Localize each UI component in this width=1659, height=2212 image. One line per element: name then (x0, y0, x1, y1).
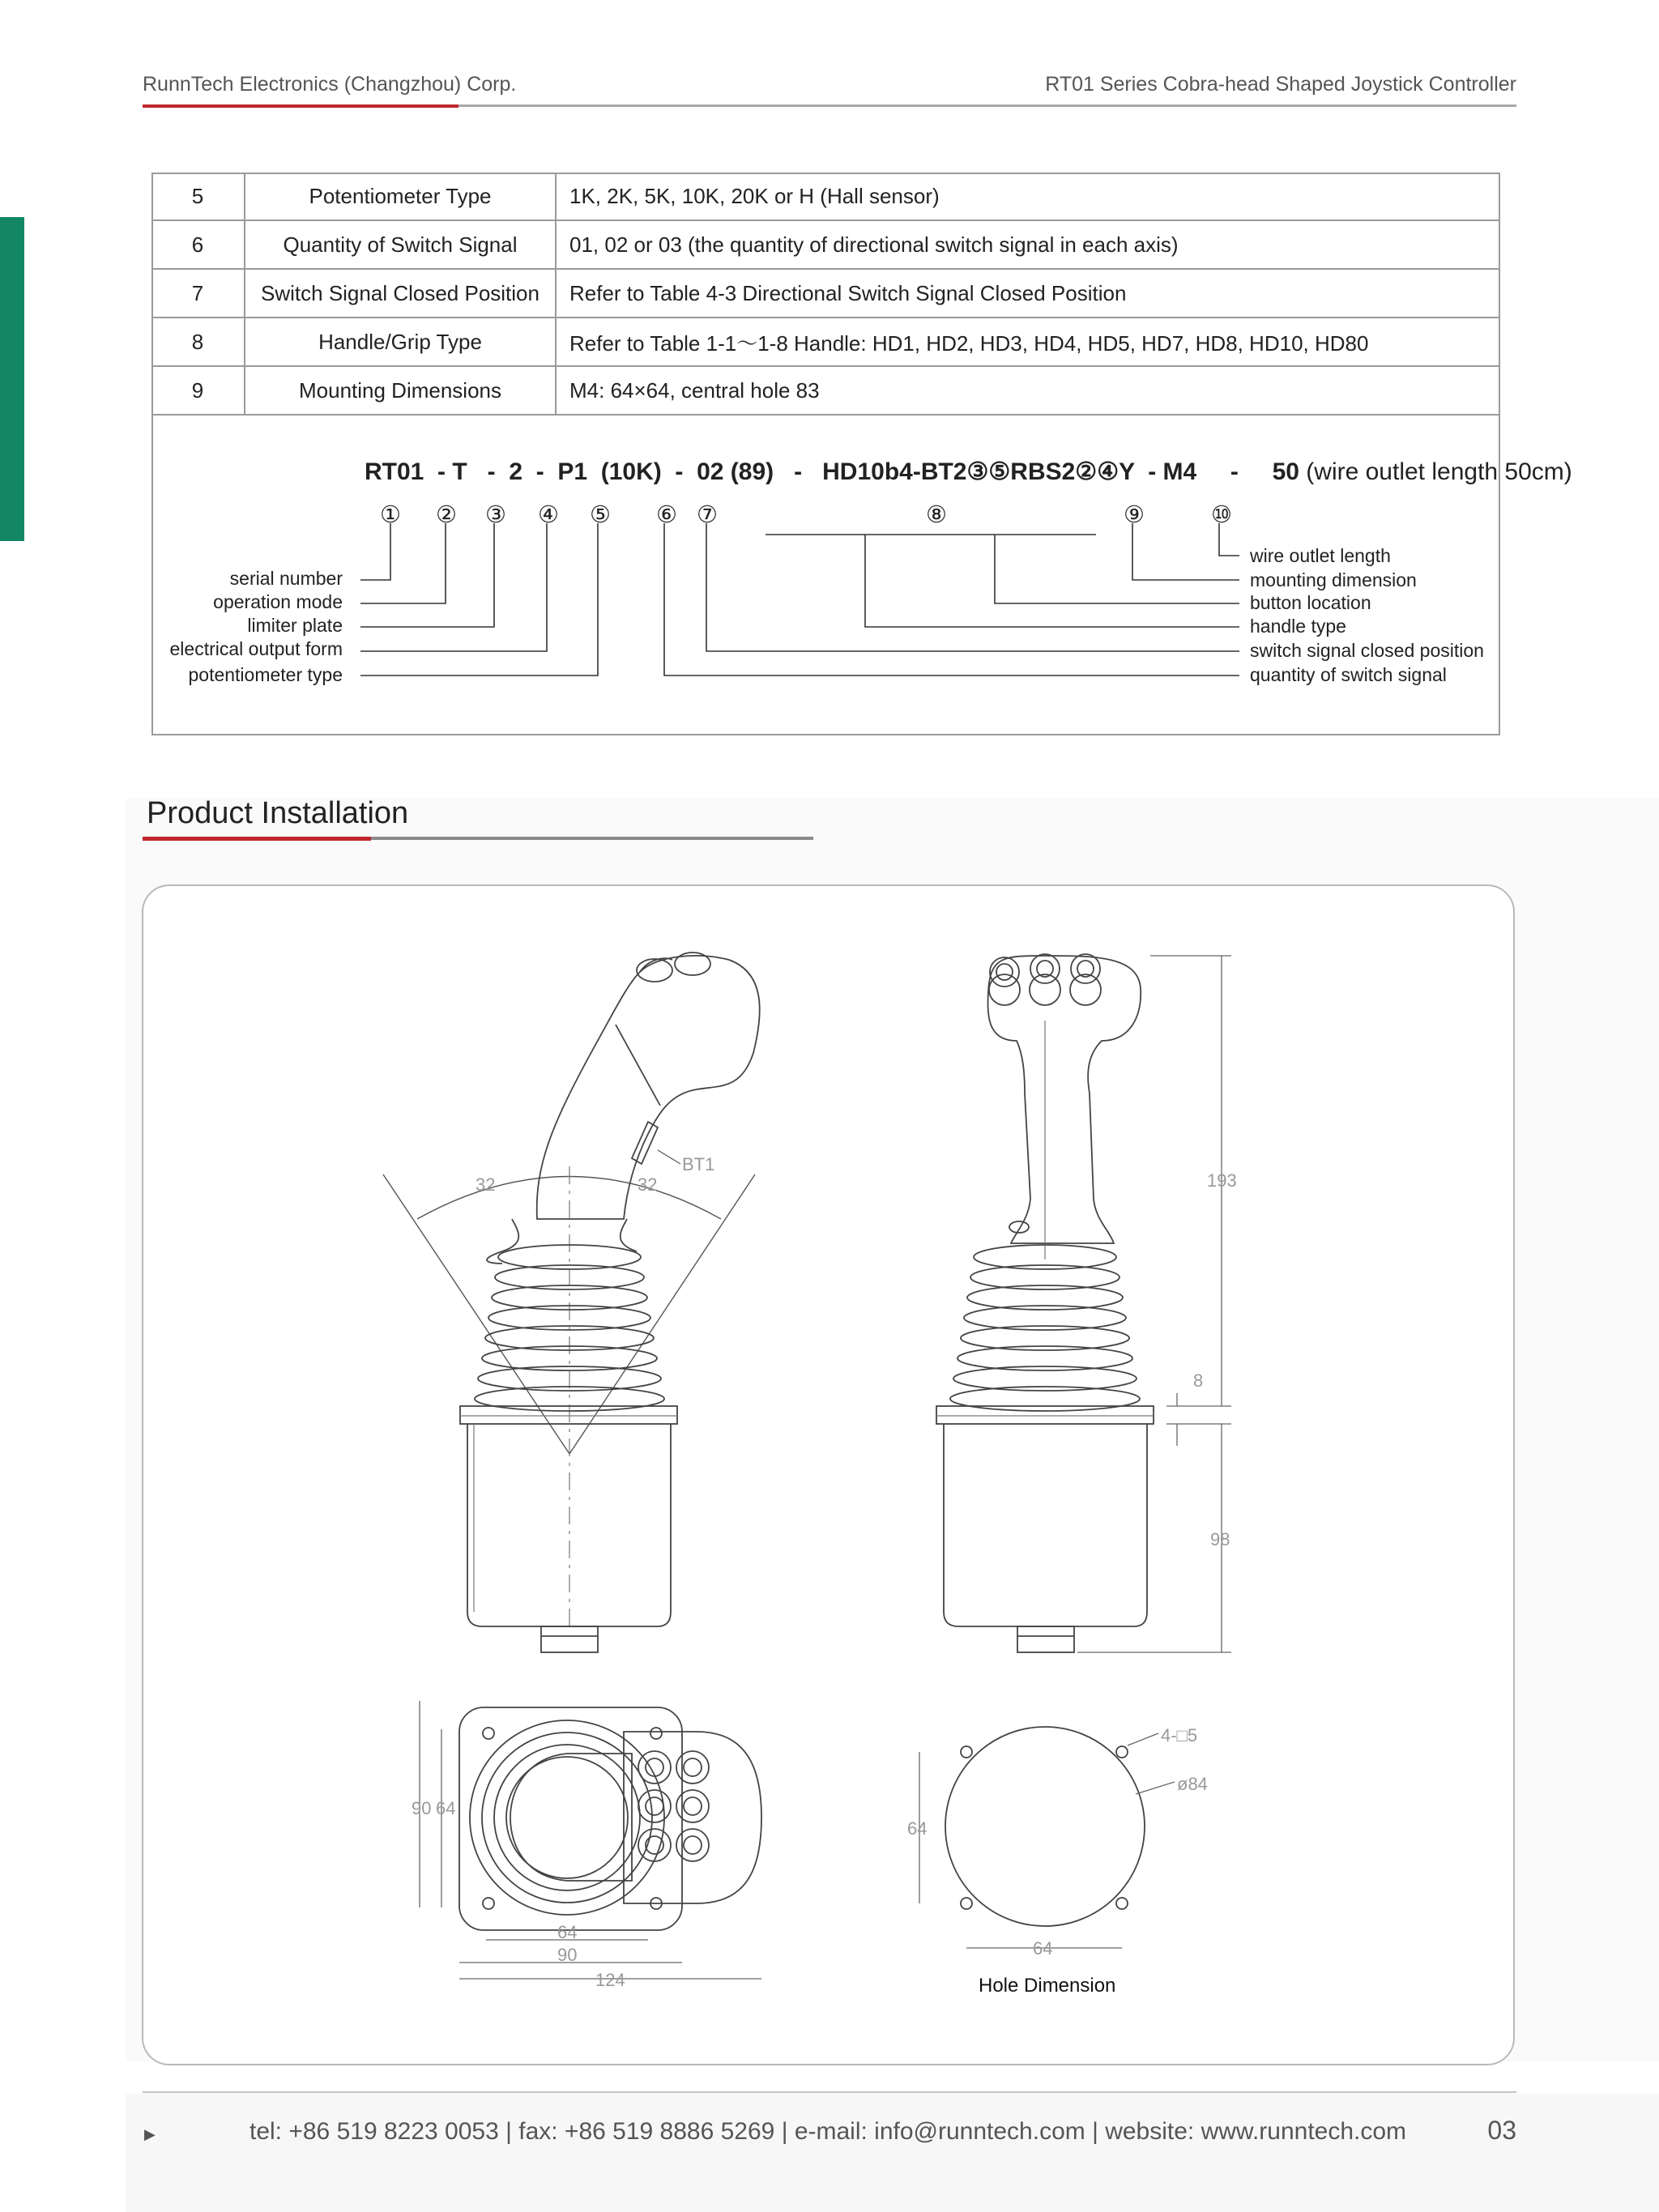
top-view (420, 1701, 761, 1979)
code-label-right: button location (1250, 592, 1371, 613)
footer-background (126, 2094, 1659, 2212)
hole-dimension-label: Hole Dimension (979, 1975, 1116, 1997)
code-label-right: handle type (1250, 616, 1346, 637)
spec-name: Handle/Grip Type (245, 318, 556, 366)
code-marker: ⑦ (697, 502, 718, 528)
spec-desc: Refer to Table 4-3 Directional Switch Signal Closed Position (556, 269, 1500, 318)
dim-height: 193 (1207, 1170, 1237, 1191)
code-label-right: quantity of switch signal (1250, 664, 1447, 685)
dim-w124: 124 (595, 1970, 625, 1990)
code-marker: ⑧ (926, 502, 947, 528)
code-marker: ② (436, 502, 457, 528)
code-label-left: electrical output form (169, 638, 343, 659)
spec-num: 8 (151, 318, 245, 366)
spec-num: 7 (151, 269, 245, 318)
footer-contact: tel: +86 519 8223 0053 | fax: +86 519 8886 5269 | e-mail: info@runntech.com | website: www.runntech.com (249, 2118, 1407, 2145)
spec-num: 5 (151, 173, 245, 220)
side-view (383, 953, 760, 1652)
dim-hole-v: 64 (907, 1818, 928, 1839)
spec-name: Quantity of Switch Signal (245, 220, 556, 269)
code-label-right: switch signal closed position (1250, 640, 1484, 661)
dim-w64: 64 (557, 1922, 578, 1942)
code-marker: ③ (485, 502, 506, 528)
code-marker: ④ (538, 502, 559, 528)
dim-side-outer: 90 (412, 1798, 432, 1818)
spec-num: 6 (151, 220, 245, 269)
code-marker: ⑤ (590, 502, 611, 528)
dim-angle-right: 32 (638, 1174, 658, 1195)
header-product: RT01 Series Cobra-head Shaped Joystick Controller (1045, 73, 1516, 96)
code-label-right: mounting dimension (1250, 569, 1417, 590)
dim-dia: ø84 (1177, 1774, 1208, 1794)
code-marker: ① (380, 502, 401, 528)
dim-angle-left: 32 (476, 1174, 496, 1195)
code-label-right: wire outlet length (1250, 545, 1391, 566)
code-marker: ⑨ (1124, 502, 1145, 528)
code-label-left: serial number (229, 568, 343, 589)
model-code-note: (wire outlet length 50cm) (1306, 458, 1572, 485)
spec-desc: M4: 64×64, central hole 83 (556, 366, 1500, 415)
dim-body: 98 (1210, 1529, 1230, 1549)
spec-name: Potentiometer Type (245, 173, 556, 220)
code-marker: ⑥ (656, 502, 677, 528)
dim-button: BT1 (682, 1154, 715, 1174)
dim-flange: 8 (1193, 1370, 1204, 1391)
model-code: RT01 - T - 2 - P1 (10K) - 02 (89) - HD10b4-BT2③⑤RBS2②④Y - M4 - 50 (365, 458, 1299, 485)
spec-desc: Refer to Table 1-1～1-8 Handle: HD1, HD2, HD3, HD4, HD5, HD7, HD8, HD10, HD80 (556, 318, 1500, 366)
dim-side-inner: 64 (436, 1798, 456, 1818)
footer-arrow-icon: ▶ (144, 2126, 156, 2142)
spec-name: Mounting Dimensions (245, 366, 556, 415)
spec-desc: 1K, 2K, 5K, 10K, 20K or H (Hall sensor) (556, 173, 1500, 220)
section-title: Product Installation (147, 796, 409, 830)
footer-rule (143, 2091, 1516, 2093)
code-label-left: operation mode (213, 591, 343, 612)
code-label-left: potentiometer type (188, 664, 343, 685)
dim-hole-h: 64 (1033, 1938, 1053, 1958)
dim-holes: 4-□5 (1161, 1725, 1198, 1745)
header-company: RunnTech Electronics (Changzhou) Corp. (143, 73, 517, 96)
code-label-left: limiter plate (247, 615, 343, 636)
front-view (936, 954, 1231, 1652)
dim-w90: 90 (557, 1945, 578, 1965)
page-number: 03 (1487, 2116, 1516, 2145)
spec-name: Switch Signal Closed Position (245, 269, 556, 318)
code-marker: ⑩ (1211, 502, 1232, 528)
spec-desc: 01, 02 or 03 (the quantity of directional switch signal in each axis) (556, 220, 1500, 269)
spec-num: 9 (151, 366, 245, 415)
hole-view (919, 1727, 1175, 1948)
